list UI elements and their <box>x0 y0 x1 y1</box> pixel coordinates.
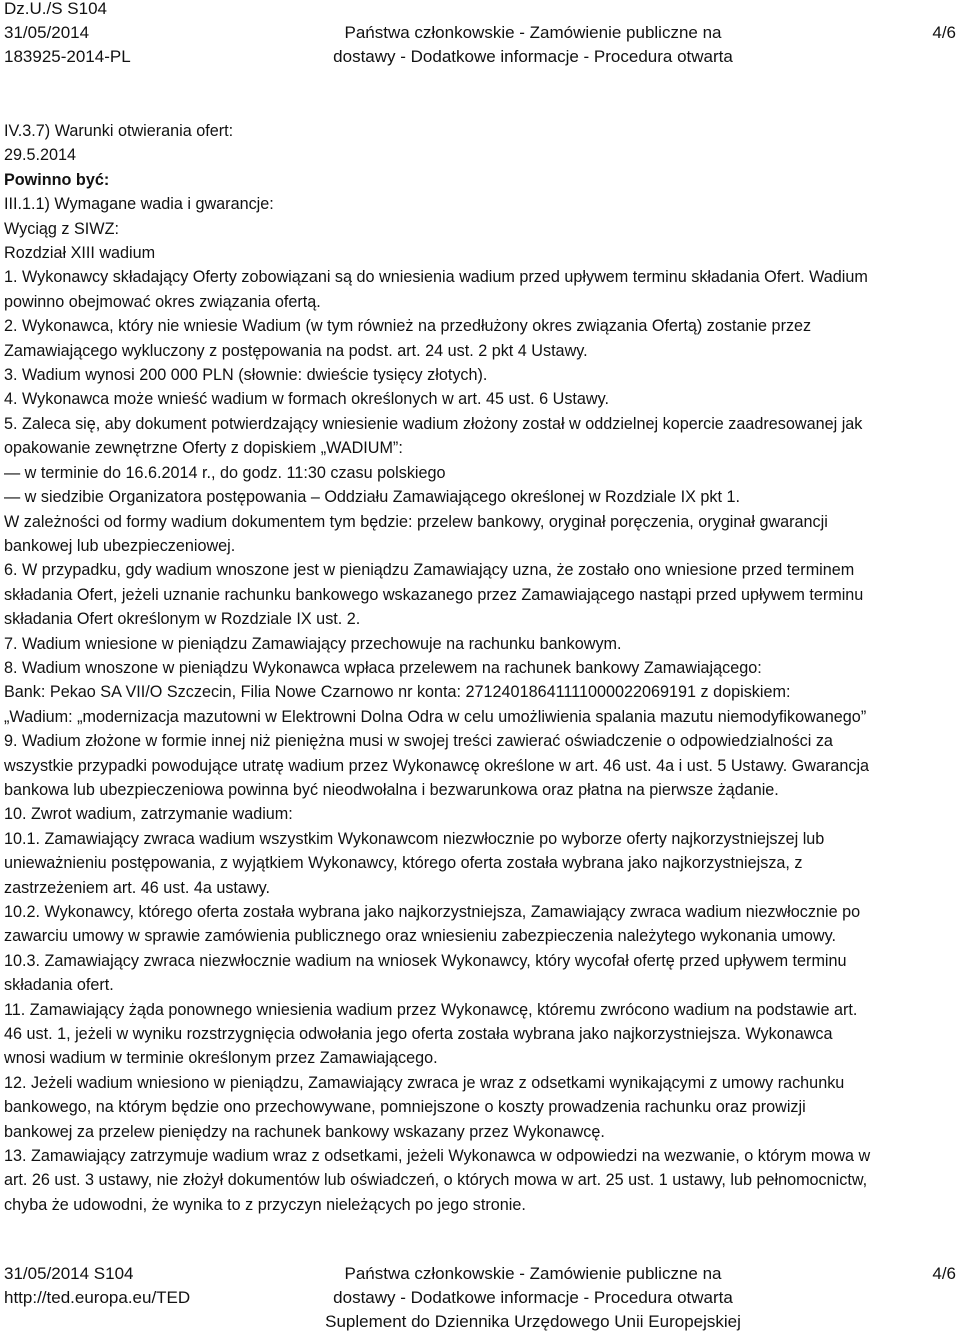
text-line: 3. Wadium wynosi 200 000 PLN (słownie: dwieście tysięcy złotych). <box>4 366 488 385</box>
text-line: IV.3.7) Warunki otwierania ofert: <box>4 122 234 140</box>
text-line: 8. Wadium wnoszone w pieniądzu Wykonawca wpłaca przelewem na rachunek bankowy Zamawiającego: <box>4 658 762 677</box>
header-journal-ref: Dz.U./S S104 <box>4 0 107 18</box>
header-date: 31/05/2014 <box>4 23 90 42</box>
footer-title-line-1: Państwa członkowskie - Zamówienie publiczne na <box>344 1264 722 1283</box>
text-line: wnosi wadium w terminie określonym przez Zamawiającego. <box>4 1049 438 1068</box>
text-line: 7. Wadium wniesione w pieniądzu Zamawiający przechowuje na rachunku bankowym. <box>4 634 622 653</box>
text-line: 5. Zaleca się, aby dokument potwierdzający wniesienie wadium złożony został w oddzielnej kopercie zaadresowanej jak <box>4 414 863 433</box>
page-header <box>0 0 960 80</box>
text-line: „Wadium: „modernizacja mazutowni w Elektrowni Dolna Odra w celu umożliwienia spalania mazutu niemodyfikowanego” <box>4 707 867 726</box>
text-line: III.1.1) Wymagane wadia i gwarancje: <box>4 195 274 214</box>
section-heading: Powinno być: <box>4 170 110 189</box>
text-line: W zależności od formy wadium dokumentem tym będzie: przelew bankowy, oryginał poręczenia, oryginał gwarancji <box>4 512 828 531</box>
document-body <box>4 119 956 1217</box>
text-line: — w terminie do 16.6.2014 r., do godz. 11:30 czasu polskiego <box>4 463 446 482</box>
text-line: bankowej lub ubezpieczeniowej. <box>4 536 236 555</box>
text-line: bankowej za przelew pieniędzy na rachunek bankowy wskazany przez Wykonawcę. <box>4 1122 605 1141</box>
text-line: 1. Wykonawcy składający Oferty zobowiązani są do wniesienia wadium przed upływem terminu składania Ofert. Wadium <box>4 268 868 287</box>
text-line: Zamawiającego wykluczony z postępowania na podst. art. 24 ust. 2 pkt 4 Ustawy. <box>4 341 588 360</box>
text-line: 10.3. Zamawiający zwraca niezwłocznie wadium na wniosek Wykonawcy, który wycofał ofertę przed upływem terminu <box>4 951 847 970</box>
text-line: bankowa lub ubezpieczeniowa powinna być nieodwołalna i bezwarunkowa oraz płatna na pierwsze żądanie. <box>4 780 779 799</box>
text-line: 11. Zamawiający żąda ponownego wniesienia wadium przez Wykonawcę, któremu zwrócono wadium na podstawie art. <box>4 1000 858 1019</box>
text-line: art. 26 ust. 3 ustawy, nie złożył dokumentów lub oświadczeń, o których mowa w art. 25 ust. 1 ustawy, lub pełnomocnictw, <box>4 1171 868 1190</box>
header-page-number: 4/6 <box>932 23 956 42</box>
text-line: 13. Zamawiający zatrzymuje wadium wraz z odsetkami, jeżeli Wykonawca w odpowiedzi na wezwanie, o którym mowa w <box>4 1147 871 1166</box>
text-line: 46 ust. 1, jeżeli w wyniku rozstrzygnięcia odwołania jego oferta została wybrana jako najkorzystniejsza. Wykonawca <box>4 1025 833 1044</box>
text-line: składania Ofert określonym w Rozdziale IX ust. 2. <box>4 610 361 629</box>
footer-title-line-2: dostawy - Dodatkowe informacje - Procedura otwarta <box>333 1288 733 1307</box>
footer-center <box>0 1262 960 1334</box>
footer-title-line-3: Suplement do Dziennika Urzędowego Unii Europejskiej <box>325 1312 741 1331</box>
header-title-line-1: Państwa członkowskie - Zamówienie publiczne na <box>344 23 722 42</box>
footer-page-number: 4/6 <box>932 1264 956 1283</box>
text-line: opakowanie zewnętrzne Oferty z dopiskiem „WADIUM”: <box>4 439 403 458</box>
text-line: 10.2. Wykonawcy, którego oferta została wybrana jako najkorzystniejsza, Zamawiający zwraca wadium niezwłocznie po <box>4 903 861 921</box>
header-title-line-2: dostawy - Dodatkowe informacje - Procedura otwarta <box>333 47 733 66</box>
page-footer <box>0 1262 960 1334</box>
text-line: chyba że udowodni, że wynika to z przyczyn nieleżących po jego stronie. <box>4 1195 526 1214</box>
text-line: unieważnieniu postępowania, z wyjątkiem Wykonawcy, którego oferta została wybrana jako najkorzystniejsza, z <box>4 854 803 873</box>
text-line: 29.5.2014 <box>4 146 77 165</box>
text-line: 6. W przypadku, gdy wadium wnoszone jest w pieniądzu Zamawiający uzna, że zostało ono wniesione przed terminem <box>4 561 855 580</box>
header-center <box>0 21 960 69</box>
text-line: powinno obejmować okres związania ofertą. <box>4 292 321 311</box>
text-line: bankowego, na którym będzie ono przechowywane, pomniejszone o koszty prowadzenia rachunku oraz prowizji <box>4 1098 806 1117</box>
text-line: zawarciu umowy w sprawie zamówienia publicznego oraz wniesieniu zabezpieczenia należytego wykonania umowy. <box>4 927 836 946</box>
text-line: Rozdział XIII wadium <box>4 244 156 263</box>
text-line: wszystkie przypadki powodujące utratę wadium przez Wykonawcę określone w art. 46 ust. 4a i ust. 5 Ustawy. Gwarancja <box>4 756 870 775</box>
text-line: Bank: Pekao SA VII/O Szczecin, Filia Nowe Czarnowo nr konta: 27124018641111000022069191 z dopiskiem: <box>4 683 791 702</box>
text-line: 4. Wykonawca może wnieść wadium w formach określonych w art. 45 ust. 6 Ustawy. <box>4 390 610 409</box>
footer-url: http://ted.europa.eu/TED <box>4 1288 191 1307</box>
header-notice-id: 183925-2014-PL <box>4 47 131 66</box>
text-line: 10. Zwrot wadium, zatrzymanie wadium: <box>4 805 293 824</box>
text-line: 2. Wykonawca, który nie wniesie Wadium (w tym również na przedłużony okres związania Ofertą) zostanie przez <box>4 317 812 336</box>
text-line: 10.1. Zamawiający zwraca wadium wszystkim Wykonawcom niezwłocznie po wyborze oferty najkorzystniejszej lub <box>4 829 825 848</box>
text-line: składania ofert. <box>4 976 114 995</box>
text-line: 12. Jeżeli wadium wniesiono w pieniądzu, Zamawiający zwraca je wraz z odsetkami wynikającymi z umowy rachunku <box>4 1073 845 1092</box>
text-line: zastrzeżeniem art. 46 ust. 4a ustawy. <box>4 878 271 897</box>
text-line: 9. Wadium złożone w formie innej niż pieniężna musi w swojej treści zawierać oświadczenie o odpowiedzialności za <box>4 732 833 751</box>
text-line: składania Ofert, jeżeli uznanie rachunku bankowego wskazanego przez Zamawiającego nastąpi przed upływem terminu <box>4 585 864 604</box>
text-line: Wyciąg z SIWZ: <box>4 219 119 238</box>
footer-date-issue: 31/05/2014 S104 <box>4 1264 134 1283</box>
text-line: — w siedzibie Organizatora postępowania – Oddziału Zamawiającego określonej w Rozdziale IX pkt 1. <box>4 488 741 507</box>
